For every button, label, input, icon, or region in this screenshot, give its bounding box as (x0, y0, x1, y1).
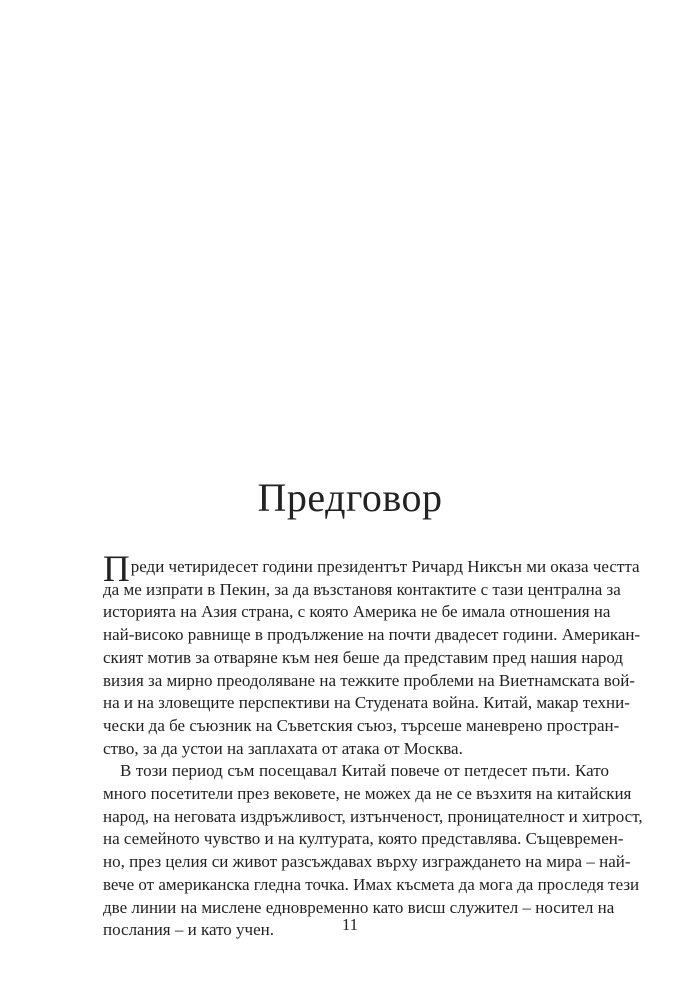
text-line: В този период съм посещавал Китай повече от петдесет пъти. Като (120, 761, 609, 781)
text-line: ство, за да устои на заплахата от атака от Москва. (103, 738, 463, 758)
drop-cap: П (103, 548, 130, 590)
text-line: вече от американска гледна точка. Имах късмета да мога да проследя тези (103, 874, 640, 894)
text-line: визия за мирно преодоляване на тежките проблеми на Виетнамската вой- (103, 670, 635, 690)
text-line: да ме изпрати в Пекин, за да възстановя контактите с тази централна за (103, 579, 621, 599)
text-line: историята на Азия страна, с която Америка не бе имала отношения на (103, 602, 611, 622)
text-line: най-високо равнище в продължение на почти двадесет години. Американ- (103, 625, 641, 645)
text-line: две линии на мислене едновременно като висш служител – носител на (103, 897, 615, 917)
text-line: народ, на неговата издръжливост, изтънченост, проницателност и хитрост, (103, 806, 643, 826)
text-line: много посетители през вековете, не можех да не се възхитя на китайския (103, 784, 632, 804)
text-line: на и на зловещите перспективи на Студената война. Китай, макар техни- (103, 693, 630, 713)
text-line: на семейното чувство и на културата, която представлява. Същевремен- (103, 829, 624, 849)
page-number: 11 (341, 915, 359, 934)
text-line: но, през целия си живот разсъждавах върху изграждането на мира – най- (103, 852, 631, 872)
text-line: чески да бе съюзник на Съветския съюз, търсеше маневрено простран- (103, 715, 620, 735)
text-line: ският мотив за отваряне към нея беше да представим пред нашия народ (103, 647, 624, 667)
text-line: реди четиридесет години президентът Ричард Никсън ми оказа честта (130, 557, 640, 576)
body-text (103, 548, 643, 942)
text-line: послания – и като учен. (103, 920, 274, 940)
chapter-title: Предговор (257, 475, 443, 520)
paragraph-1 (103, 548, 641, 760)
